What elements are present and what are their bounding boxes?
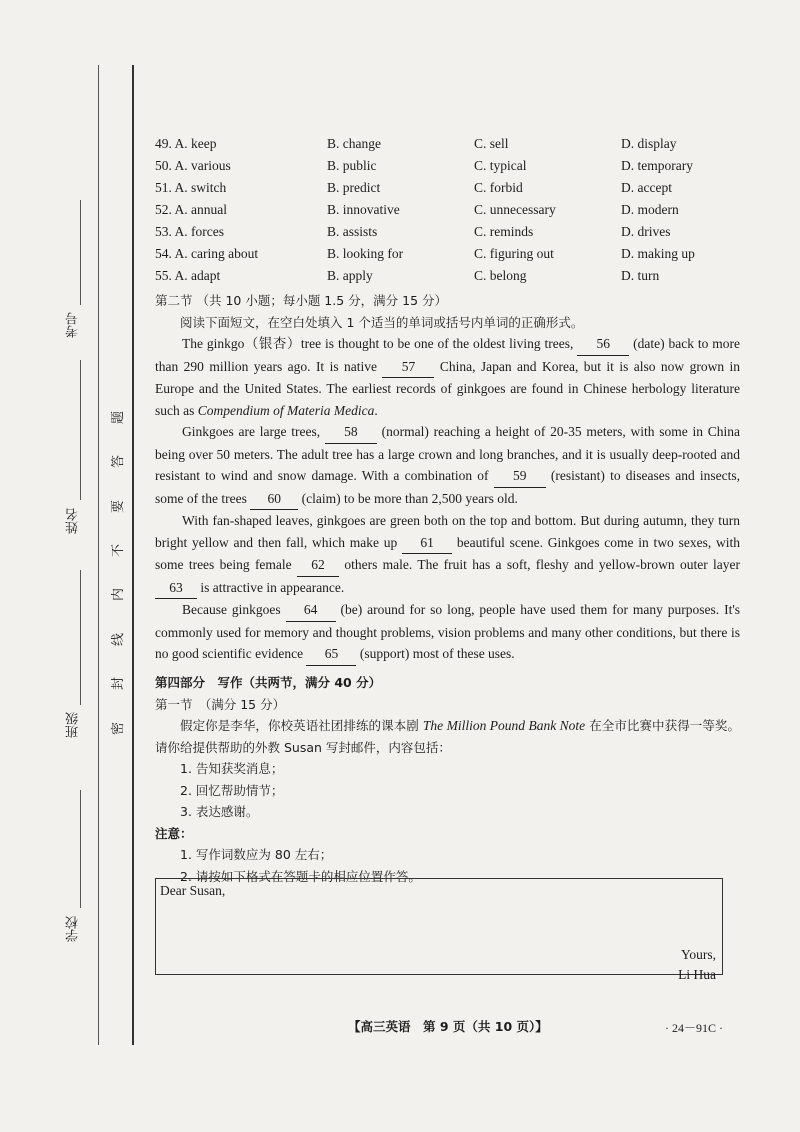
blank-56: 56 — [577, 333, 629, 356]
text: (support) most of these uses. — [359, 646, 515, 661]
part4 — [155, 672, 740, 887]
option-row — [155, 158, 755, 180]
name-line — [80, 360, 81, 500]
exam-no-line — [80, 200, 81, 305]
blank-57: 57 — [382, 356, 434, 379]
option-c: C. figuring out — [474, 246, 554, 261]
option-c: C. unnecessary — [474, 202, 556, 217]
blank-61: 61 — [402, 532, 452, 555]
option-d: D. turn — [621, 268, 660, 283]
seal-char: 封 — [111, 676, 127, 691]
part4-title: 第四部分 写作（共两节，满分 40 分） — [155, 675, 382, 690]
option-c: C. typical — [474, 158, 527, 173]
note-item: 2. 请按如下格式在答题卡的相应位置作答。 — [180, 868, 421, 884]
text: China, Japan and Korea, but it is also now grown in Europe and the United States. The earliest records of ginkgoes are found in Chinese herbology literature such as — [155, 358, 740, 418]
blank-58: 58 — [325, 421, 377, 444]
book-title: Compendium of Materia Medica — [197, 402, 375, 418]
signature: Li Hua — [678, 967, 716, 982]
option-a: 50. A. various — [155, 158, 231, 173]
content-point: 3. 表达感谢。 — [180, 804, 259, 819]
text: With fan-shaped leaves, ginkgoes are green both on the top and bottom. But during autumn, they turn bright yellow and then fall, which make up — [155, 513, 740, 550]
note-title: 注意： — [155, 825, 193, 841]
closing — [678, 945, 716, 985]
name-label: 姓名 — [66, 508, 81, 534]
option-a: 55. A. adapt — [155, 268, 221, 283]
option-a: 51. A. switch — [155, 180, 227, 195]
option-c: C. belong — [474, 268, 527, 283]
seal-char: 答 — [111, 454, 127, 469]
text: others male. The fruit has a soft, fleshy and yellow-brown outer layer — [344, 557, 741, 572]
paper-code: · 24－91C · — [665, 1021, 723, 1035]
text: beautiful scene. Ginkgoes come in two sexes, with some trees being female — [155, 534, 740, 572]
option-d: D. accept — [621, 180, 672, 195]
text: 假定你是李华，你校英语社团排练的课本剧 — [180, 718, 419, 733]
seal-char: 内 — [111, 587, 127, 602]
answer-box — [155, 878, 723, 982]
option-row — [155, 136, 755, 158]
option-a: 54. A. caring about — [155, 246, 259, 261]
option-b: B. public — [327, 158, 377, 173]
school-label: 学校 — [66, 916, 81, 942]
play-title: The Million Pound Bank Note — [422, 718, 586, 733]
section2 — [155, 290, 740, 666]
option-b: B. innovative — [327, 202, 400, 217]
option-row — [155, 224, 755, 246]
option-row — [155, 268, 755, 290]
seal-char: 要 — [111, 499, 127, 514]
passage-paragraph-1 — [155, 333, 740, 421]
text: Because ginkgoes — [182, 602, 281, 617]
salutation: Dear Susan, — [160, 883, 226, 898]
class-label: 班级 — [66, 712, 81, 738]
text: . — [374, 402, 378, 418]
option-b: B. assists — [327, 224, 378, 239]
option-b: B. change — [327, 136, 381, 151]
passage-paragraph-3 — [155, 510, 740, 599]
text: (resistant) to diseases and insects, some of the trees — [155, 468, 741, 506]
part4-sec1-title: 第一节 （满分 15 分） — [155, 696, 286, 712]
option-c: C. sell — [474, 136, 509, 151]
note-item: 1. 写作词数应为 80 左右； — [180, 847, 333, 862]
text: (be) around for so long, people have used them for many purposes. It's commonly used for memory and thought problems, vision problems and many other conditions, but there is no good scientific evidence — [155, 602, 741, 661]
option-a: 52. A. annual — [155, 202, 227, 217]
seal-char: 密 — [111, 721, 127, 736]
option-d: D. making up — [621, 246, 695, 261]
section2-instruction: 阅读下面短文，在空白处填入 1 个适当的单词或括号内单词的正确形式。 — [180, 314, 584, 330]
option-b: B. looking for — [327, 246, 404, 261]
text: is attractive in appearance. — [200, 579, 345, 595]
text: Ginkgoes are large trees, — [182, 424, 321, 439]
page-footer: 【高三英语 第 9 页（共 10 页）】 — [348, 1019, 548, 1034]
blank-59: 59 — [494, 465, 546, 488]
option-c: C. forbid — [474, 180, 523, 195]
class-line — [80, 570, 81, 705]
writing-prompt — [155, 715, 740, 758]
blank-64: 64 — [286, 599, 336, 622]
option-b: B. predict — [327, 180, 381, 195]
blank-65: 65 — [306, 643, 356, 666]
seal-char: 题 — [111, 410, 127, 425]
closing-yours: Yours, — [680, 947, 716, 962]
seal-char: 不 — [111, 543, 127, 558]
text: The ginkgo（银杏）tree is thought to be one of the oldest living trees, — [182, 336, 574, 351]
option-row — [155, 202, 755, 224]
seal-char: 线 — [111, 632, 127, 647]
blank-63: 63 — [155, 577, 197, 600]
text: (normal) reaching a height of 20-35 meters, with some in China being over 50 meters. The adult tree has a large crown and long branches, and it is usually deep-rooted and resistant to wind and snow damage. With a combination of — [155, 424, 741, 483]
content-point: 1. 告知获奖消息； — [180, 761, 284, 776]
content-point: 2. 回忆帮助情节； — [180, 782, 284, 798]
text: (claim) to be more than 2,500 years old. — [301, 490, 518, 506]
option-a: 49. A. keep — [155, 136, 217, 151]
option-b: B. apply — [327, 268, 373, 283]
text: 在全市比赛中获得一等奖。请你给提供帮助的外教 Susan 写封邮件，内容包括： — [155, 718, 740, 755]
passage-paragraph-4 — [155, 599, 740, 666]
school-line — [80, 790, 81, 908]
section2-title: 第二节 （共 10 小题；每小题 1.5 分，满分 15 分） — [155, 293, 448, 308]
exam-no-label: 考号 — [66, 312, 81, 338]
blank-60: 60 — [250, 488, 298, 511]
cloze-options — [155, 136, 755, 290]
margin-line-inner — [132, 65, 134, 1045]
option-d: D. temporary — [621, 158, 693, 173]
option-a: 53. A. forces — [155, 224, 224, 239]
margin-line-outer — [98, 65, 99, 1045]
option-d: D. display — [621, 136, 677, 151]
blank-62: 62 — [297, 554, 339, 577]
option-row — [155, 180, 755, 202]
option-d: D. modern — [621, 202, 679, 217]
option-row — [155, 246, 755, 268]
option-c: C. reminds — [474, 224, 534, 239]
text: (date) back to more than 290 million years ago. It is native — [155, 336, 741, 374]
passage-paragraph-2 — [155, 421, 740, 510]
option-d: D. drives — [621, 224, 671, 239]
